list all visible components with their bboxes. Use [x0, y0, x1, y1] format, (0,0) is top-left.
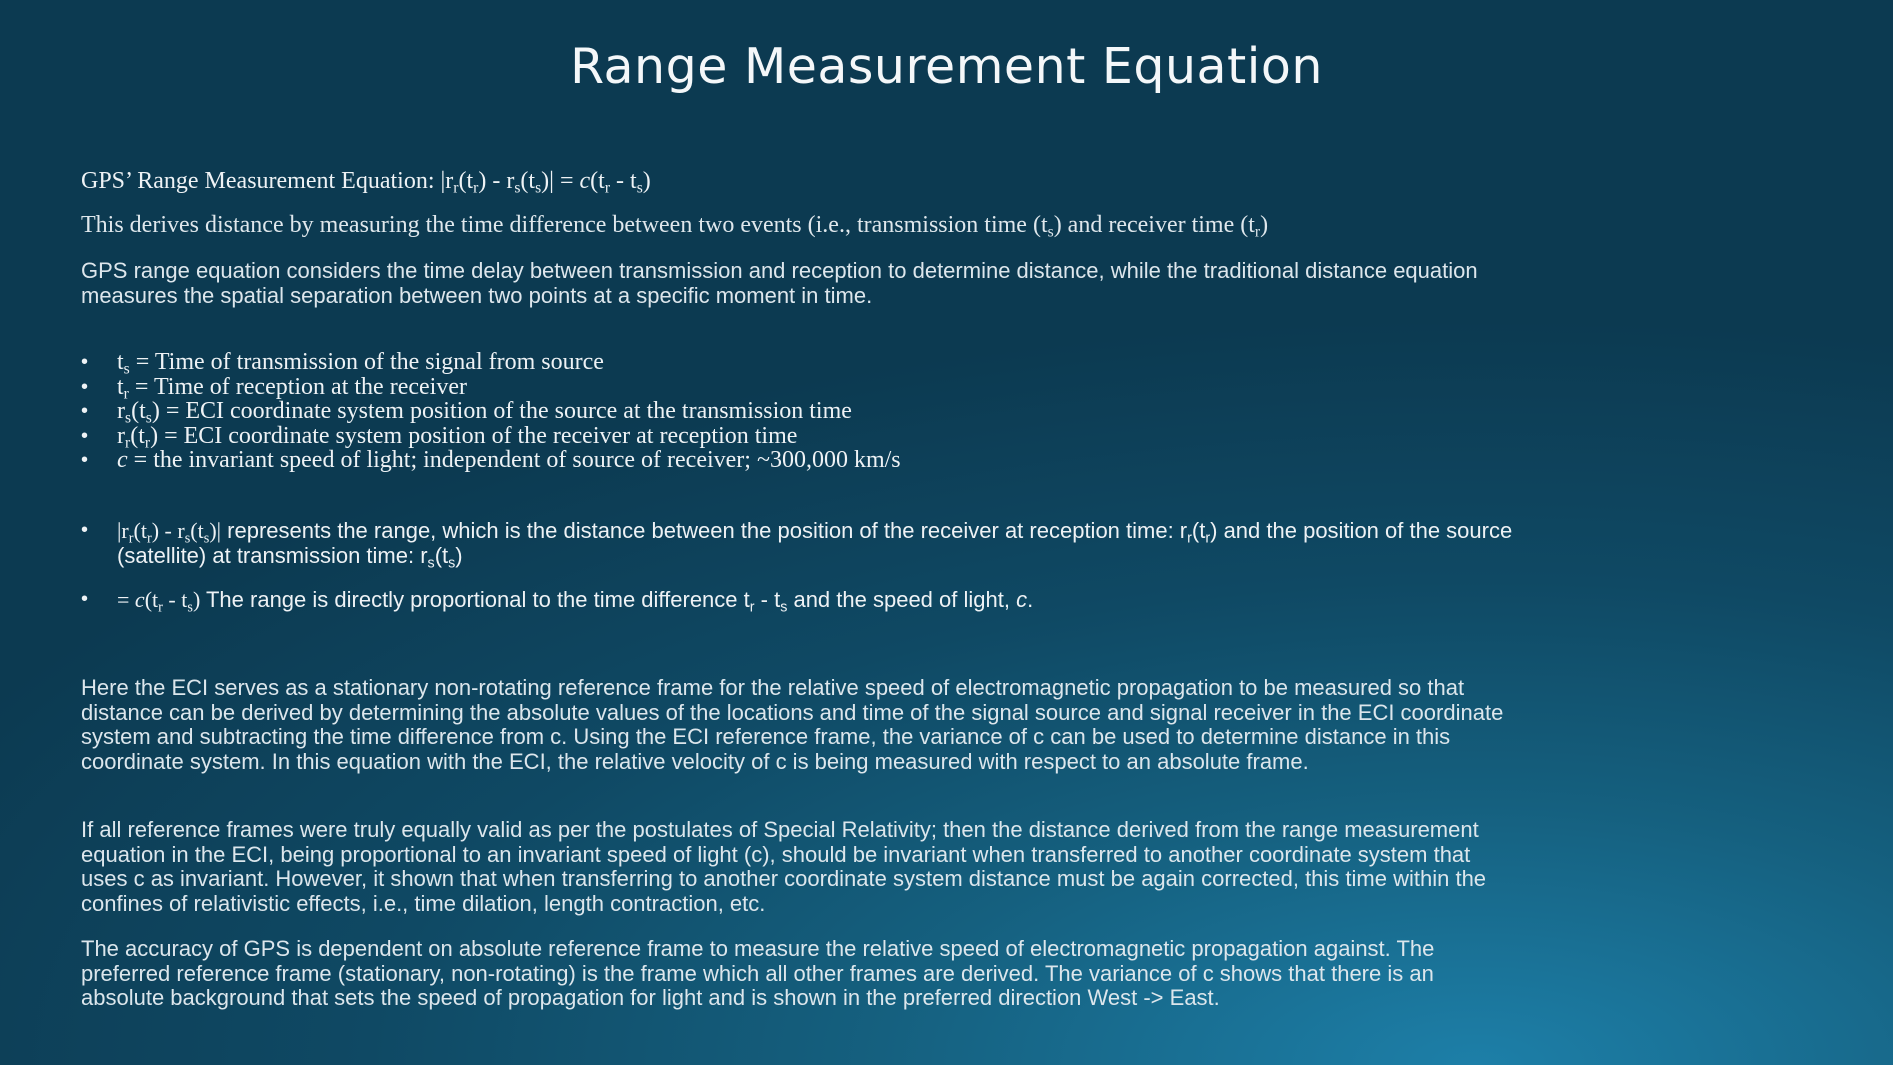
slide-title: Range Measurement Equation [570, 38, 1323, 95]
definition-ts [81, 349, 901, 378]
definitions-list [81, 350, 901, 473]
def-text: = Time of transmission of the signal from source [129, 349, 604, 375]
rb-sub-r2: r [1187, 530, 1192, 547]
def-sym: r [117, 422, 125, 449]
proportional-bullet-text: = $c(t_r - t_s)$ The range is directly proportional to the time difference $t_r - t_s$ and the speed of light, c. [117, 587, 1034, 616]
sub-ts: s [535, 179, 542, 197]
def-sym: r [117, 398, 125, 424]
rb-sub-s2: s [427, 555, 435, 572]
def-sub: s [123, 360, 130, 378]
prop-sub-r2: r [749, 599, 755, 616]
range-bullet [81, 518, 1521, 572]
eq-mid: ) - r [478, 168, 515, 194]
proportional-bullet [81, 587, 1521, 616]
prop-sub-r: r [158, 599, 163, 616]
def-sub: r [123, 385, 129, 403]
sub-tr2: r [604, 179, 611, 197]
def-text: ) = ECI coordinate system position of the source at the transmission time [151, 398, 852, 424]
compare-paragraph: GPS range equation considers the time delay between transmission and reception to determine distance, while the traditional distance equation measures the spatial separation between two points at a specific moment in time. [81, 258, 1478, 308]
eq-t2: (t [520, 168, 536, 194]
def-sym: t [117, 349, 124, 375]
eq-equals: )| = [541, 168, 580, 194]
range-text-a: represents the range, which is the distance between the position of the receiver at reception time: r [221, 518, 1188, 543]
prop-c2: c [1016, 587, 1028, 612]
sub-r: r [453, 179, 459, 197]
paragraph-relativity: If all reference frames were truly equally valid as per the postulates of Special Relativity; then the distance derived from the range measurement equation in the ECI, being proportional to an invariant speed of light (c), should be invariant when transferred to another coordinate system that uses c as invariant. However, it shown that when transferring to another coordinate system distance must be again corrected, this time within the confines of relativistic effects, i.e., time dilation, length contraction, etc. [81, 817, 1487, 916]
range-text-b: and the position of the source (satellite) at transmission time: r [117, 518, 1513, 568]
def-sym: t [117, 373, 124, 400]
definition-tr [81, 373, 901, 403]
derives-text-c: ) [1260, 212, 1269, 238]
def-sub2: s [145, 409, 152, 427]
definition-c [81, 448, 901, 473]
rb-sub-tr2: r [1205, 530, 1211, 547]
eq-close: ) [642, 168, 651, 194]
derives-text-b: ) and receiver time (t [1053, 212, 1255, 238]
derives-text-a: This derives distance by measuring the time difference between two events (i.e., transmission time (t [81, 212, 1048, 238]
bullet-dot: • [81, 588, 89, 610]
eq-c: c [579, 168, 591, 194]
def-sym2: (t [131, 398, 146, 424]
def-sub2: r [144, 434, 151, 452]
derives-line [81, 212, 1521, 239]
range-bullet-text: $|r_r(t_r) - r_s(t_s)|$ represents the range, which is the distance between the position of the receiver at reception time: $r_r(t_r)$ and the position of the source (satellite) at transmission time: $r_s(t_s)$ [117, 518, 1513, 572]
paragraph-eci: Here the ECI serves as a stationary non-rotating reference frame for the relative speed of electromagnetic propagation to be measured so that distance can be derived by determining the absolute values of the locations and time of the signal source and signal receiver in the ECI coordinate system and subtracting the time difference from c. Using the ECI reference frame, the variance of c can be used to determine distance in this coordinate system. In this equation with the ECI, the relative velocity of c is being measured with respect to an absolute frame. [81, 675, 1504, 774]
derives-sub-s: s [1047, 223, 1054, 241]
prop-text: The range is directly proportional to the time difference t [200, 587, 750, 612]
sub-s: s [514, 179, 521, 197]
paragraph-accuracy: The accuracy of GPS is dependent on absolute reference frame to measure the relative speed of electromagnetic propagation against. The preferred reference frame (stationary, non-rotating) is the frame which all other frames are derived. The variance of c shows that there is an absolute background that sets the speed of propagation for light and is shown in the preferred direction West -> East. [81, 936, 1435, 1010]
rb-sub-tr: r [146, 530, 152, 547]
range-expr: $|r_r(t_r) - r_s(t_s)|$ [117, 518, 222, 547]
prop-c: c [134, 587, 145, 612]
def-text: = the invariant speed of light; independent of source of receiver; ~300,000 km/s [127, 447, 901, 473]
derives-sub-r: r [1254, 223, 1261, 241]
def-text: ) = ECI coordinate system position of the receiver at reception time [150, 422, 798, 449]
definition-rr [81, 422, 901, 452]
def-sym2: (t [130, 422, 145, 449]
prop-sub-s: s [187, 599, 193, 616]
eq-t1: (t [458, 168, 474, 194]
rb-sub-ts2: s [448, 555, 456, 572]
prop-sub-s2: s [780, 599, 788, 616]
def-text: = Time of reception at the receiver [128, 373, 467, 400]
prop-text-b: and the speed of light, [787, 587, 1017, 612]
eq-paren: (t [590, 168, 605, 194]
equation-line [81, 168, 1521, 195]
def-sym: c [117, 447, 128, 473]
eq-minus: - t [610, 168, 637, 194]
prop-end: . [1027, 587, 1034, 612]
def-sub: s [125, 409, 132, 427]
definition-rs [81, 398, 901, 427]
prop-expr: = $c(t_r - t_s)$ [117, 587, 201, 616]
sub-ts2: s [636, 179, 643, 197]
sub-tr: r [473, 179, 479, 197]
equation-label: GPS’ Range Measurement Equation: |r [81, 168, 454, 194]
bullet-dot: • [81, 519, 89, 541]
rb-sub-ts: s [203, 530, 210, 547]
rb-sub-s: s [184, 530, 191, 547]
def-sub: r [125, 434, 131, 452]
rb-sub-r: r [128, 530, 134, 547]
